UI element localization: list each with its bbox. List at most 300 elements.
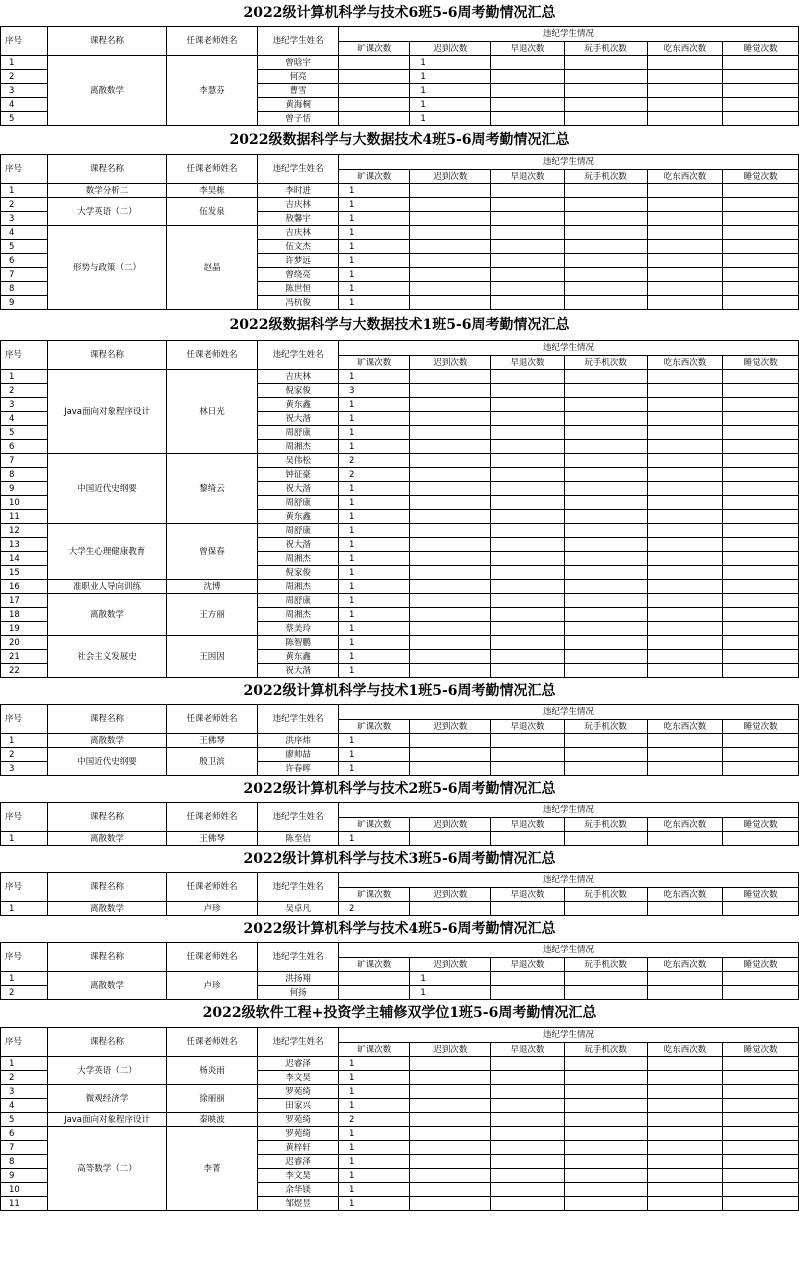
count-cell: 1 — [339, 1169, 410, 1183]
count-cell — [647, 212, 723, 226]
count-cell — [491, 832, 564, 846]
count-cell — [410, 1155, 491, 1169]
count-cell — [723, 622, 799, 636]
count-cell — [723, 664, 799, 678]
header-seq: 序号 — [1, 705, 48, 734]
count-cell — [410, 398, 491, 412]
student-cell: 倪家俊 — [258, 384, 339, 398]
student-cell: 周湘杰 — [258, 440, 339, 454]
count-cell — [339, 112, 410, 126]
count-cell — [564, 440, 647, 454]
header-count-col: 早退次数 — [491, 818, 564, 832]
count-cell: 3 — [339, 384, 410, 398]
count-cell — [564, 832, 647, 846]
count-cell — [647, 1113, 723, 1127]
count-cell — [723, 468, 799, 482]
teacher-cell: 曾保春 — [166, 524, 257, 580]
count-cell: 1 — [339, 440, 410, 454]
header-count-col: 睡觉次数 — [723, 888, 799, 902]
count-cell: 1 — [339, 566, 410, 580]
count-cell — [564, 254, 647, 268]
student-cell: 洪扬翔 — [258, 972, 339, 986]
count-cell — [491, 98, 564, 112]
count-cell — [410, 1057, 491, 1071]
count-cell — [410, 650, 491, 664]
header-count-col: 迟到次数 — [410, 356, 491, 370]
count-cell: 1 — [339, 1099, 410, 1113]
count-cell — [723, 496, 799, 510]
count-cell — [723, 240, 799, 254]
count-cell — [647, 650, 723, 664]
header-student: 违纪学生姓名 — [258, 27, 339, 56]
count-cell — [491, 282, 564, 296]
student-cell: 黄东鑫 — [258, 510, 339, 524]
count-cell: 1 — [339, 212, 410, 226]
teacher-cell: 赵晶 — [166, 226, 257, 310]
count-cell — [723, 440, 799, 454]
table-row — [1, 748, 799, 762]
count-cell — [491, 1197, 564, 1211]
student-cell: 伍文杰 — [258, 240, 339, 254]
count-cell — [564, 370, 647, 384]
count-cell — [491, 70, 564, 84]
header-violation-group: 违纪学生情况 — [339, 943, 799, 958]
count-cell — [491, 748, 564, 762]
count-cell — [723, 1127, 799, 1141]
seq-cell: 1 — [1, 56, 48, 70]
student-cell: 周舒康 — [258, 496, 339, 510]
student-cell: 罗苑绮 — [258, 1085, 339, 1099]
count-cell — [564, 1141, 647, 1155]
header-student: 违纪学生姓名 — [258, 873, 339, 902]
count-cell — [647, 1197, 723, 1211]
count-cell — [491, 986, 564, 1000]
student-cell: 祝大湝 — [258, 664, 339, 678]
count-cell: 2 — [339, 1113, 410, 1127]
count-cell — [410, 594, 491, 608]
table-row — [1, 636, 799, 650]
header-count-col: 玩手机次数 — [564, 1043, 647, 1057]
table-header-row — [1, 705, 799, 720]
count-cell: 1 — [339, 622, 410, 636]
count-cell — [491, 510, 564, 524]
section-title: 2022级计算机科学与技术4班5-6周考勤情况汇总 — [243, 921, 556, 937]
table-row — [1, 370, 799, 384]
count-cell — [410, 198, 491, 212]
header-count-col: 睡觉次数 — [723, 720, 799, 734]
header-count-col: 早退次数 — [491, 170, 564, 184]
count-cell — [564, 240, 647, 254]
count-cell — [491, 622, 564, 636]
header-seq: 序号 — [1, 155, 48, 184]
student-cell: 罗苑绮 — [258, 1127, 339, 1141]
count-cell: 1 — [339, 664, 410, 678]
student-cell: 倪家俊 — [258, 566, 339, 580]
header-count-col: 迟到次数 — [410, 958, 491, 972]
count-cell — [410, 566, 491, 580]
teacher-cell: 殷卫滨 — [166, 748, 257, 776]
header-count-col: 迟到次数 — [410, 1043, 491, 1057]
seq-cell: 2 — [1, 986, 48, 1000]
header-count-col: 睡觉次数 — [723, 356, 799, 370]
course-cell: 准职业人导向训练 — [48, 580, 167, 594]
count-cell — [723, 1099, 799, 1113]
header-count-col: 吃东西次数 — [647, 720, 723, 734]
count-cell: 1 — [339, 1183, 410, 1197]
header-student: 违纪学生姓名 — [258, 803, 339, 832]
count-cell — [723, 1155, 799, 1169]
seq-cell: 11 — [1, 510, 48, 524]
count-cell — [723, 538, 799, 552]
count-cell: 1 — [339, 510, 410, 524]
section-title: 2022级数据科学与大数据技术4班5-6周考勤情况汇总 — [229, 132, 570, 148]
count-cell — [491, 384, 564, 398]
teacher-cell: 林日光 — [166, 370, 257, 454]
seq-cell: 8 — [1, 468, 48, 482]
count-cell — [647, 580, 723, 594]
count-cell — [491, 972, 564, 986]
count-cell: 1 — [339, 594, 410, 608]
seq-cell: 2 — [1, 198, 48, 212]
seq-cell: 7 — [1, 1141, 48, 1155]
teacher-cell: 王佛琴 — [166, 832, 257, 846]
count-cell: 1 — [410, 70, 491, 84]
attendance-table — [0, 1027, 799, 1211]
student-cell: 祝大湝 — [258, 482, 339, 496]
teacher-cell: 卢珍 — [166, 972, 257, 1000]
count-cell — [647, 1155, 723, 1169]
count-cell — [564, 412, 647, 426]
count-cell — [564, 454, 647, 468]
count-cell: 1 — [339, 734, 410, 748]
course-cell: 离散数学 — [48, 972, 167, 1000]
header-count-col: 早退次数 — [491, 42, 564, 56]
student-cell: 曾绕亮 — [258, 268, 339, 282]
count-cell — [491, 184, 564, 198]
count-cell: 1 — [339, 538, 410, 552]
count-cell — [410, 1183, 491, 1197]
seq-cell: 16 — [1, 580, 48, 594]
student-cell: 周舒康 — [258, 594, 339, 608]
count-cell — [410, 762, 491, 776]
count-cell — [723, 748, 799, 762]
header-course: 课程名称 — [48, 27, 167, 56]
teacher-cell: 李菁 — [166, 1127, 257, 1211]
count-cell — [410, 296, 491, 310]
count-cell — [410, 496, 491, 510]
count-cell — [410, 1085, 491, 1099]
seq-cell: 6 — [1, 254, 48, 268]
student-cell: 曾子恬 — [258, 112, 339, 126]
seq-cell: 18 — [1, 608, 48, 622]
count-cell — [647, 254, 723, 268]
count-cell — [491, 240, 564, 254]
count-cell — [564, 594, 647, 608]
count-cell — [723, 1197, 799, 1211]
seq-cell: 14 — [1, 552, 48, 566]
table-header-row — [1, 155, 799, 170]
header-course: 课程名称 — [48, 803, 167, 832]
header-seq: 序号 — [1, 27, 48, 56]
seq-cell: 3 — [1, 762, 48, 776]
count-cell — [491, 566, 564, 580]
header-count-col: 迟到次数 — [410, 42, 491, 56]
student-cell: 许春晖 — [258, 762, 339, 776]
count-cell: 1 — [339, 650, 410, 664]
count-cell — [491, 226, 564, 240]
table-row — [1, 594, 799, 608]
count-cell: 1 — [410, 56, 491, 70]
count-cell — [723, 212, 799, 226]
count-cell — [410, 240, 491, 254]
student-cell: 曾晗宇 — [258, 56, 339, 70]
count-cell — [647, 972, 723, 986]
count-cell — [410, 552, 491, 566]
header-count-col: 迟到次数 — [410, 818, 491, 832]
count-cell — [723, 594, 799, 608]
student-cell: 周舒康 — [258, 426, 339, 440]
count-cell: 2 — [339, 468, 410, 482]
attendance-table — [0, 802, 799, 846]
count-cell — [723, 254, 799, 268]
count-cell — [723, 198, 799, 212]
count-cell: 1 — [410, 84, 491, 98]
count-cell — [564, 972, 647, 986]
seq-cell: 3 — [1, 398, 48, 412]
table-header-row — [1, 873, 799, 888]
count-cell — [647, 608, 723, 622]
count-cell — [410, 1099, 491, 1113]
course-cell: 大学生心理健康教育 — [48, 524, 167, 580]
count-cell — [491, 1113, 564, 1127]
count-cell — [723, 482, 799, 496]
count-cell — [564, 538, 647, 552]
count-cell — [491, 762, 564, 776]
count-cell — [491, 496, 564, 510]
student-cell: 吉庆林 — [258, 226, 339, 240]
count-cell — [647, 198, 723, 212]
count-cell — [647, 84, 723, 98]
attendance-table — [0, 340, 799, 678]
count-cell — [647, 426, 723, 440]
attendance-table — [0, 26, 799, 126]
course-cell: 高等数学（二） — [48, 1127, 167, 1211]
count-cell — [564, 184, 647, 198]
count-cell — [410, 524, 491, 538]
seq-cell: 5 — [1, 240, 48, 254]
header-count-col: 早退次数 — [491, 356, 564, 370]
count-cell — [564, 1197, 647, 1211]
count-cell — [564, 496, 647, 510]
seq-cell: 21 — [1, 650, 48, 664]
table-row — [1, 184, 799, 198]
teacher-cell: 杨炎雨 — [166, 1057, 257, 1085]
seq-cell: 4 — [1, 1099, 48, 1113]
count-cell — [647, 1169, 723, 1183]
count-cell — [564, 1099, 647, 1113]
seq-cell: 12 — [1, 524, 48, 538]
count-cell — [491, 482, 564, 496]
header-count-col: 迟到次数 — [410, 170, 491, 184]
count-cell — [491, 468, 564, 482]
count-cell — [723, 986, 799, 1000]
count-cell — [723, 734, 799, 748]
count-cell — [647, 1183, 723, 1197]
header-count-col: 旷课次数 — [339, 958, 410, 972]
count-cell: 1 — [339, 1155, 410, 1169]
count-cell — [491, 268, 564, 282]
count-cell — [723, 566, 799, 580]
count-cell — [723, 384, 799, 398]
seq-cell: 9 — [1, 296, 48, 310]
count-cell — [723, 650, 799, 664]
count-cell: 2 — [339, 902, 410, 916]
table-row — [1, 580, 799, 594]
header-course: 课程名称 — [48, 873, 167, 902]
count-cell — [647, 1141, 723, 1155]
count-cell — [647, 226, 723, 240]
seq-cell: 19 — [1, 622, 48, 636]
count-cell — [564, 212, 647, 226]
count-cell: 1 — [339, 370, 410, 384]
count-cell — [564, 84, 647, 98]
section-title: 2022级计算机科学与技术2班5-6周考勤情况汇总 — [243, 781, 556, 797]
count-cell — [491, 198, 564, 212]
header-count-col: 吃东西次数 — [647, 888, 723, 902]
header-count-col: 迟到次数 — [410, 888, 491, 902]
count-cell — [564, 1071, 647, 1085]
student-cell: 邹煜昱 — [258, 1197, 339, 1211]
count-cell: 1 — [339, 832, 410, 846]
count-cell — [564, 1155, 647, 1169]
header-student: 违纪学生姓名 — [258, 341, 339, 370]
count-cell — [723, 552, 799, 566]
count-cell — [491, 524, 564, 538]
count-cell — [647, 566, 723, 580]
count-cell — [564, 268, 647, 282]
seq-cell: 1 — [1, 902, 48, 916]
course-cell: Java面向对象程序设计 — [48, 370, 167, 454]
header-violation-group: 违纪学生情况 — [339, 27, 799, 42]
header-count-col: 睡觉次数 — [723, 818, 799, 832]
table-row — [1, 1127, 799, 1141]
count-cell — [491, 426, 564, 440]
header-count-col: 吃东西次数 — [647, 356, 723, 370]
count-cell: 1 — [410, 112, 491, 126]
seq-cell: 4 — [1, 226, 48, 240]
count-cell — [647, 112, 723, 126]
count-cell: 1 — [339, 1141, 410, 1155]
count-cell — [723, 412, 799, 426]
count-cell — [339, 70, 410, 84]
student-cell: 祝大湝 — [258, 412, 339, 426]
seq-cell: 7 — [1, 268, 48, 282]
header-count-col: 早退次数 — [491, 720, 564, 734]
count-cell — [647, 1071, 723, 1085]
count-cell — [647, 468, 723, 482]
section-title: 2022级计算机科学与技术3班5-6周考勤情况汇总 — [243, 851, 556, 867]
count-cell: 1 — [410, 972, 491, 986]
count-cell — [564, 510, 647, 524]
student-cell: 冯杭俊 — [258, 296, 339, 310]
teacher-cell: 秦映波 — [166, 1113, 257, 1127]
student-cell: 罗苑绮 — [258, 1113, 339, 1127]
header-count-col: 玩手机次数 — [564, 720, 647, 734]
teacher-cell: 伍发泉 — [166, 198, 257, 226]
count-cell — [564, 524, 647, 538]
header-violation-group: 违纪学生情况 — [339, 803, 799, 818]
count-cell — [491, 1057, 564, 1071]
table-row — [1, 56, 799, 70]
seq-cell: 1 — [1, 1057, 48, 1071]
student-cell: 迟睿泽 — [258, 1057, 339, 1071]
header-teacher: 任课老师姓名 — [166, 943, 257, 972]
count-cell — [723, 1113, 799, 1127]
count-cell — [564, 198, 647, 212]
seq-cell: 13 — [1, 538, 48, 552]
count-cell — [410, 412, 491, 426]
count-cell — [564, 636, 647, 650]
header-teacher: 任课老师姓名 — [166, 705, 257, 734]
count-cell — [410, 902, 491, 916]
table-header-row — [1, 27, 799, 42]
count-cell — [564, 296, 647, 310]
count-cell — [647, 510, 723, 524]
table-row — [1, 524, 799, 538]
course-cell: 离散数学 — [48, 56, 167, 126]
count-cell — [491, 1183, 564, 1197]
seq-cell: 2 — [1, 384, 48, 398]
count-cell — [491, 538, 564, 552]
table-header-row — [1, 1028, 799, 1043]
header-student: 违纪学生姓名 — [258, 705, 339, 734]
count-cell: 1 — [339, 412, 410, 426]
count-cell: 2 — [339, 454, 410, 468]
header-course: 课程名称 — [48, 943, 167, 972]
count-cell: 1 — [339, 608, 410, 622]
count-cell — [491, 398, 564, 412]
seq-cell: 10 — [1, 1183, 48, 1197]
count-cell — [491, 1127, 564, 1141]
count-cell — [491, 212, 564, 226]
table-row — [1, 454, 799, 468]
student-cell: 迟睿泽 — [258, 1155, 339, 1169]
student-cell: 敖馨宇 — [258, 212, 339, 226]
count-cell — [647, 664, 723, 678]
header-teacher: 任课老师姓名 — [166, 803, 257, 832]
teacher-cell: 王佛琴 — [166, 734, 257, 748]
count-cell — [491, 412, 564, 426]
course-cell: 社会主义发展史 — [48, 636, 167, 678]
count-cell — [491, 1085, 564, 1099]
header-count-col: 吃东西次数 — [647, 1043, 723, 1057]
count-cell — [410, 1169, 491, 1183]
header-course: 课程名称 — [48, 341, 167, 370]
course-cell: 离散数学 — [48, 594, 167, 636]
count-cell — [564, 1057, 647, 1071]
header-count-col: 早退次数 — [491, 888, 564, 902]
count-cell — [491, 370, 564, 384]
header-count-col: 旷课次数 — [339, 1043, 410, 1057]
header-count-col: 吃东西次数 — [647, 170, 723, 184]
count-cell — [410, 1141, 491, 1155]
section-title: 2022级软件工程+投资学主辅修双学位1班5-6周考勤情况汇总 — [202, 1005, 597, 1021]
seq-cell: 9 — [1, 1169, 48, 1183]
student-cell: 李文昊 — [258, 1169, 339, 1183]
table-row — [1, 734, 799, 748]
count-cell — [410, 832, 491, 846]
course-cell: 数学分析二 — [48, 184, 167, 198]
